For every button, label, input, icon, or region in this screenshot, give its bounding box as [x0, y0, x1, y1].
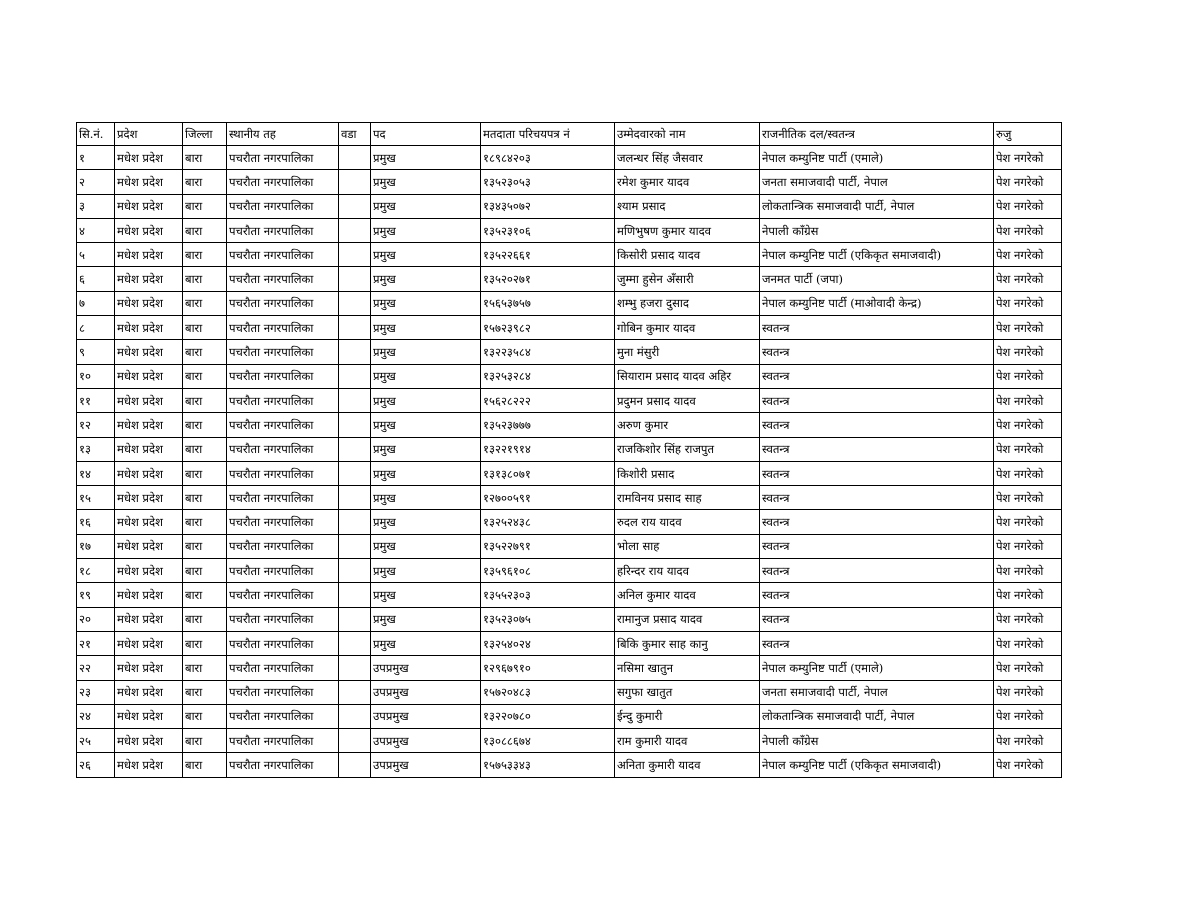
table-row	[77, 437, 1062, 461]
cell-party: स्वतन्त्र	[760, 388, 994, 412]
cell-sn: १३	[77, 437, 115, 461]
cell-post: उपप्रमुख	[371, 753, 481, 777]
cell-candidate: नसिमा खातुन	[615, 656, 760, 680]
table-row	[77, 656, 1062, 680]
cell-ward	[339, 607, 371, 631]
cell-party: स्वतन्त्र	[760, 316, 994, 340]
cell-status: पेश नगरेको	[994, 340, 1062, 364]
cell-local-level: पचरौता नगरपालिका	[227, 243, 339, 267]
cell-sn: ९	[77, 340, 115, 364]
cell-candidate: जलन्धर सिंह जैसवार	[615, 146, 760, 170]
cell-local-level: पचरौता नगरपालिका	[227, 146, 339, 170]
cell-candidate: राजकिशोर सिंह राजपुत	[615, 437, 760, 461]
cell-candidate: अनिता कुमारी यादव	[615, 753, 760, 777]
table-header-row	[77, 123, 1062, 146]
cell-province: मधेश प्रदेश	[115, 583, 183, 607]
table-row	[77, 218, 1062, 242]
cell-status: पेश नगरेको	[994, 486, 1062, 510]
cell-province: मधेश प्रदेश	[115, 534, 183, 558]
cell-post: प्रमुख	[371, 267, 481, 291]
cell-ward	[339, 729, 371, 753]
cell-status: पेश नगरेको	[994, 437, 1062, 461]
cell-voter-id: १३२२३५८४	[481, 340, 615, 364]
cell-province: मधेश प्रदेश	[115, 607, 183, 631]
cell-district: बारा	[183, 388, 227, 412]
cell-post: उपप्रमुख	[371, 656, 481, 680]
cell-party: नेपाल कम्युनिष्ट पार्टी (माओवादी केन्द्र)	[760, 291, 994, 315]
cell-local-level: पचरौता नगरपालिका	[227, 729, 339, 753]
table-row	[77, 534, 1062, 558]
cell-party: जनमत पार्टी (जपा)	[760, 267, 994, 291]
cell-province: मधेश प्रदेश	[115, 486, 183, 510]
cell-candidate: अरुण कुमार	[615, 413, 760, 437]
cell-province: मधेश प्रदेश	[115, 704, 183, 728]
cell-status: पेश नगरेको	[994, 146, 1062, 170]
cell-local-level: पचरौता नगरपालिका	[227, 680, 339, 704]
cell-post: प्रमुख	[371, 510, 481, 534]
cell-post: प्रमुख	[371, 607, 481, 631]
cell-ward	[339, 146, 371, 170]
table-row	[77, 146, 1062, 170]
cell-ward	[339, 680, 371, 704]
cell-post: उपप्रमुख	[371, 729, 481, 753]
cell-sn: १९	[77, 583, 115, 607]
cell-post: प्रमुख	[371, 291, 481, 315]
cell-candidate: अनिल कुमार यादव	[615, 583, 760, 607]
cell-local-level: पचरौता नगरपालिका	[227, 316, 339, 340]
cell-voter-id: १३०८८६७४	[481, 729, 615, 753]
cell-post: प्रमुख	[371, 146, 481, 170]
cell-voter-id: १२७००५९१	[481, 486, 615, 510]
cell-ward	[339, 559, 371, 583]
cell-sn: ३	[77, 194, 115, 218]
cell-sn: १४	[77, 461, 115, 485]
cell-candidate: गोबिन कुमार यादव	[615, 316, 760, 340]
table-row	[77, 413, 1062, 437]
cell-ward	[339, 291, 371, 315]
cell-status: पेश नगरेको	[994, 243, 1062, 267]
cell-sn: १८	[77, 559, 115, 583]
cell-voter-id: १३२२०७८०	[481, 704, 615, 728]
cell-district: बारा	[183, 291, 227, 315]
cell-candidate: किसोरी प्रसाद यादव	[615, 243, 760, 267]
cell-voter-id: १५७२३९८२	[481, 316, 615, 340]
cell-ward	[339, 170, 371, 194]
cell-voter-id: १२९६७९१०	[481, 656, 615, 680]
cell-local-level: पचरौता नगरपालिका	[227, 388, 339, 412]
cell-province: मधेश प्रदेश	[115, 316, 183, 340]
cell-province: मधेश प्रदेश	[115, 437, 183, 461]
cell-district: बारा	[183, 583, 227, 607]
header-local-level: स्थानीय तह	[227, 123, 339, 146]
cell-local-level: पचरौता नगरपालिका	[227, 631, 339, 655]
cell-voter-id: १५७५३३४३	[481, 753, 615, 777]
table-row	[77, 267, 1062, 291]
cell-post: प्रमुख	[371, 631, 481, 655]
cell-ward	[339, 583, 371, 607]
cell-sn: २६	[77, 753, 115, 777]
table-row	[77, 340, 1062, 364]
cell-sn: १५	[77, 486, 115, 510]
cell-party: स्वतन्त्र	[760, 437, 994, 461]
cell-candidate: रमेश कुमार यादव	[615, 170, 760, 194]
cell-sn: ८	[77, 316, 115, 340]
cell-district: बारा	[183, 607, 227, 631]
cell-voter-id: १३५५२३०३	[481, 583, 615, 607]
cell-post: प्रमुख	[371, 388, 481, 412]
cell-sn: १७	[77, 534, 115, 558]
cell-province: मधेश प्रदेश	[115, 170, 183, 194]
cell-local-level: पचरौता नगरपालिका	[227, 340, 339, 364]
table-row	[77, 704, 1062, 728]
cell-voter-id: १३५२०२७१	[481, 267, 615, 291]
cell-post: प्रमुख	[371, 218, 481, 242]
cell-province: मधेश प्रदेश	[115, 267, 183, 291]
cell-sn: २३	[77, 680, 115, 704]
cell-district: बारा	[183, 267, 227, 291]
cell-district: बारा	[183, 656, 227, 680]
cell-status: पेश नगरेको	[994, 729, 1062, 753]
cell-party: नेपाली काँग्रेस	[760, 218, 994, 242]
cell-party: नेपाली काँग्रेस	[760, 729, 994, 753]
cell-sn: १०	[77, 364, 115, 388]
cell-district: बारा	[183, 218, 227, 242]
cell-district: बारा	[183, 510, 227, 534]
cell-candidate: सियाराम प्रसाद यादव अहिर	[615, 364, 760, 388]
cell-candidate: सगुफा खातुत	[615, 680, 760, 704]
cell-province: मधेश प्रदेश	[115, 729, 183, 753]
cell-district: बारा	[183, 194, 227, 218]
cell-candidate: भोला साह	[615, 534, 760, 558]
cell-local-level: पचरौता नगरपालिका	[227, 437, 339, 461]
cell-post: प्रमुख	[371, 194, 481, 218]
cell-candidate: रुदल राय यादव	[615, 510, 760, 534]
header-ward: वडा	[339, 123, 371, 146]
cell-ward	[339, 316, 371, 340]
cell-candidate: बिकि कुमार साह कानु	[615, 631, 760, 655]
cell-province: मधेश प्रदेश	[115, 388, 183, 412]
candidate-table	[76, 122, 1062, 778]
cell-sn: ६	[77, 267, 115, 291]
cell-candidate: श्याम प्रसाद	[615, 194, 760, 218]
header-party: राजनीतिक दल/स्वतन्त्र	[760, 123, 994, 146]
cell-status: पेश नगरेको	[994, 510, 1062, 534]
cell-ward	[339, 194, 371, 218]
cell-candidate: शम्भु हजरा दुसाद	[615, 291, 760, 315]
cell-sn: २०	[77, 607, 115, 631]
header-status: रुजु	[994, 123, 1062, 146]
cell-status: पेश नगरेको	[994, 583, 1062, 607]
cell-party: स्वतन्त्र	[760, 461, 994, 485]
cell-status: पेश नगरेको	[994, 753, 1062, 777]
cell-district: बारा	[183, 437, 227, 461]
cell-party: नेपाल कम्युनिष्ट पार्टी (एमाले)	[760, 656, 994, 680]
cell-voter-id: १३१३८०७१	[481, 461, 615, 485]
cell-ward	[339, 656, 371, 680]
cell-ward	[339, 753, 371, 777]
cell-province: मधेश प्रदेश	[115, 753, 183, 777]
cell-party: जनता समाजवादी पार्टी, नेपाल	[760, 680, 994, 704]
cell-status: पेश नगरेको	[994, 704, 1062, 728]
cell-candidate: ईन्दु कुमारी	[615, 704, 760, 728]
cell-ward	[339, 340, 371, 364]
cell-status: पेश नगरेको	[994, 316, 1062, 340]
cell-district: बारा	[183, 243, 227, 267]
cell-candidate: हरिन्दर राय यादव	[615, 559, 760, 583]
cell-voter-id: १३२५२४३८	[481, 510, 615, 534]
cell-district: बारा	[183, 146, 227, 170]
cell-post: प्रमुख	[371, 316, 481, 340]
cell-local-level: पचरौता नगरपालिका	[227, 704, 339, 728]
cell-post: उपप्रमुख	[371, 704, 481, 728]
table-row	[77, 753, 1062, 777]
cell-status: पेश नगरेको	[994, 656, 1062, 680]
cell-post: प्रमुख	[371, 364, 481, 388]
cell-district: बारा	[183, 316, 227, 340]
cell-voter-id: १३४३५०७२	[481, 194, 615, 218]
cell-district: बारा	[183, 680, 227, 704]
cell-candidate: जुम्मा हुसेन अँसारी	[615, 267, 760, 291]
cell-voter-id: १३५२३७७७	[481, 413, 615, 437]
cell-sn: २१	[77, 631, 115, 655]
cell-sn: ११	[77, 388, 115, 412]
cell-voter-id: १५६२८२२२	[481, 388, 615, 412]
cell-voter-id: १८९८४२०३	[481, 146, 615, 170]
cell-local-level: पचरौता नगरपालिका	[227, 607, 339, 631]
cell-sn: २	[77, 170, 115, 194]
header-province: प्रदेश	[115, 123, 183, 146]
cell-sn: ७	[77, 291, 115, 315]
cell-party: स्वतन्त्र	[760, 583, 994, 607]
cell-province: मधेश प्रदेश	[115, 194, 183, 218]
cell-voter-id: १३२५४०२४	[481, 631, 615, 655]
cell-party: नेपाल कम्युनिष्ट पार्टी (एकिकृत समाजवादी)	[760, 753, 994, 777]
cell-party: स्वतन्त्र	[760, 510, 994, 534]
cell-ward	[339, 510, 371, 534]
cell-status: पेश नगरेको	[994, 291, 1062, 315]
cell-post: प्रमुख	[371, 534, 481, 558]
cell-province: मधेश प्रदेश	[115, 364, 183, 388]
cell-local-level: पचरौता नगरपालिका	[227, 291, 339, 315]
cell-status: पेश नगरेको	[994, 461, 1062, 485]
cell-status: पेश नगरेको	[994, 607, 1062, 631]
table-row	[77, 631, 1062, 655]
cell-voter-id: १३५२२६६१	[481, 243, 615, 267]
cell-local-level: पचरौता नगरपालिका	[227, 461, 339, 485]
cell-district: बारा	[183, 559, 227, 583]
cell-candidate: रामविनय प्रसाद साह	[615, 486, 760, 510]
cell-party: लोकतान्त्रिक समाजवादी पार्टी, नेपाल	[760, 194, 994, 218]
cell-province: मधेश प्रदेश	[115, 631, 183, 655]
cell-status: पेश नगरेको	[994, 194, 1062, 218]
cell-province: मधेश प्रदेश	[115, 291, 183, 315]
cell-post: प्रमुख	[371, 559, 481, 583]
cell-province: मधेश प्रदेश	[115, 559, 183, 583]
cell-local-level: पचरौता नगरपालिका	[227, 413, 339, 437]
cell-district: बारा	[183, 364, 227, 388]
cell-province: मधेश प्रदेश	[115, 510, 183, 534]
cell-post: प्रमुख	[371, 583, 481, 607]
cell-candidate: किशोरी प्रसाद	[615, 461, 760, 485]
cell-sn: १	[77, 146, 115, 170]
cell-ward	[339, 267, 371, 291]
cell-party: नेपाल कम्युनिष्ट पार्टी (एमाले)	[760, 146, 994, 170]
cell-ward	[339, 388, 371, 412]
cell-sn: २२	[77, 656, 115, 680]
cell-district: बारा	[183, 631, 227, 655]
cell-party: स्वतन्त्र	[760, 486, 994, 510]
cell-sn: ४	[77, 218, 115, 242]
cell-party: स्वतन्त्र	[760, 559, 994, 583]
table-row	[77, 316, 1062, 340]
cell-candidate: प्रदुमन प्रसाद यादव	[615, 388, 760, 412]
cell-voter-id: १३५२३१०६	[481, 218, 615, 242]
cell-voter-id: १३५२३०५३	[481, 170, 615, 194]
cell-province: मधेश प्रदेश	[115, 218, 183, 242]
cell-party: जनता समाजवादी पार्टी, नेपाल	[760, 170, 994, 194]
cell-sn: ५	[77, 243, 115, 267]
cell-party: स्वतन्त्र	[760, 631, 994, 655]
cell-ward	[339, 243, 371, 267]
cell-status: पेश नगरेको	[994, 559, 1062, 583]
cell-post: प्रमुख	[371, 437, 481, 461]
header-voter-id: मतदाता परिचयपत्र नं	[481, 123, 615, 146]
cell-candidate: राम कुमारी यादव	[615, 729, 760, 753]
cell-post: प्रमुख	[371, 413, 481, 437]
cell-party: नेपाल कम्युनिष्ट पार्टी (एकिकृत समाजवादी)	[760, 243, 994, 267]
cell-province: मधेश प्रदेश	[115, 656, 183, 680]
cell-post: उपप्रमुख	[371, 680, 481, 704]
cell-ward	[339, 413, 371, 437]
cell-ward	[339, 534, 371, 558]
cell-local-level: पचरौता नगरपालिका	[227, 534, 339, 558]
cell-status: पेश नगरेको	[994, 218, 1062, 242]
table-row	[77, 461, 1062, 485]
cell-ward	[339, 364, 371, 388]
cell-province: मधेश प्रदेश	[115, 340, 183, 364]
cell-party: स्वतन्त्र	[760, 607, 994, 631]
table-body	[77, 146, 1062, 778]
cell-local-level: पचरौता नगरपालिका	[227, 656, 339, 680]
cell-local-level: पचरौता नगरपालिका	[227, 510, 339, 534]
cell-voter-id: १५७२०४८३	[481, 680, 615, 704]
cell-sn: १६	[77, 510, 115, 534]
cell-post: प्रमुख	[371, 486, 481, 510]
cell-district: बारा	[183, 753, 227, 777]
cell-post: प्रमुख	[371, 461, 481, 485]
table-row	[77, 583, 1062, 607]
cell-voter-id: १३२२१९१४	[481, 437, 615, 461]
cell-district: बारा	[183, 413, 227, 437]
cell-status: पेश नगरेको	[994, 388, 1062, 412]
cell-voter-id: १३२५३२८४	[481, 364, 615, 388]
table-row	[77, 559, 1062, 583]
cell-local-level: पचरौता नगरपालिका	[227, 194, 339, 218]
header-post: पद	[371, 123, 481, 146]
cell-party: लोकतान्त्रिक समाजवादी पार्टी, नेपाल	[760, 704, 994, 728]
cell-status: पेश नगरेको	[994, 680, 1062, 704]
table-row	[77, 194, 1062, 218]
cell-district: बारा	[183, 704, 227, 728]
cell-status: पेश नगरेको	[994, 413, 1062, 437]
cell-party: स्वतन्त्र	[760, 364, 994, 388]
cell-local-level: पचरौता नगरपालिका	[227, 559, 339, 583]
table-row	[77, 170, 1062, 194]
cell-local-level: पचरौता नगरपालिका	[227, 218, 339, 242]
cell-candidate: मुना मंसुरी	[615, 340, 760, 364]
table-row	[77, 607, 1062, 631]
cell-province: मधेश प्रदेश	[115, 413, 183, 437]
cell-district: बारा	[183, 534, 227, 558]
cell-post: प्रमुख	[371, 340, 481, 364]
cell-ward	[339, 437, 371, 461]
cell-province: मधेश प्रदेश	[115, 680, 183, 704]
cell-party: स्वतन्त्र	[760, 413, 994, 437]
cell-province: मधेश प्रदेश	[115, 461, 183, 485]
cell-local-level: पचरौता नगरपालिका	[227, 753, 339, 777]
table-row	[77, 729, 1062, 753]
cell-status: पेश नगरेको	[994, 364, 1062, 388]
cell-local-level: पचरौता नगरपालिका	[227, 486, 339, 510]
cell-ward	[339, 218, 371, 242]
cell-province: मधेश प्रदेश	[115, 243, 183, 267]
cell-voter-id: १३५२२७९१	[481, 534, 615, 558]
cell-ward	[339, 461, 371, 485]
cell-post: प्रमुख	[371, 243, 481, 267]
cell-district: बारा	[183, 486, 227, 510]
header-sn: सि.नं.	[77, 123, 115, 146]
cell-district: बारा	[183, 729, 227, 753]
cell-district: बारा	[183, 170, 227, 194]
cell-sn: १२	[77, 413, 115, 437]
cell-status: पेश नगरेको	[994, 267, 1062, 291]
header-candidate: उम्मेदवारको नाम	[615, 123, 760, 146]
cell-ward	[339, 704, 371, 728]
table-row	[77, 388, 1062, 412]
cell-voter-id: १५६५३७५७	[481, 291, 615, 315]
cell-post: प्रमुख	[371, 170, 481, 194]
cell-status: पेश नगरेको	[994, 631, 1062, 655]
cell-sn: २४	[77, 704, 115, 728]
cell-district: बारा	[183, 461, 227, 485]
table-row	[77, 291, 1062, 315]
cell-local-level: पचरौता नगरपालिका	[227, 583, 339, 607]
cell-local-level: पचरौता नगरपालिका	[227, 267, 339, 291]
cell-party: स्वतन्त्र	[760, 340, 994, 364]
cell-status: पेश नगरेको	[994, 534, 1062, 558]
cell-status: पेश नगरेको	[994, 170, 1062, 194]
cell-district: बारा	[183, 340, 227, 364]
cell-ward	[339, 486, 371, 510]
cell-ward	[339, 631, 371, 655]
cell-candidate: मणिभुषण कुमार यादव	[615, 218, 760, 242]
cell-voter-id: १३५९६१०८	[481, 559, 615, 583]
table-row	[77, 486, 1062, 510]
cell-local-level: पचरौता नगरपालिका	[227, 364, 339, 388]
cell-party: स्वतन्त्र	[760, 534, 994, 558]
cell-candidate: रामानुज प्रसाद यादव	[615, 607, 760, 631]
table-row	[77, 510, 1062, 534]
cell-local-level: पचरौता नगरपालिका	[227, 170, 339, 194]
cell-province: मधेश प्रदेश	[115, 146, 183, 170]
cell-sn: २५	[77, 729, 115, 753]
cell-voter-id: १३५२३०७५	[481, 607, 615, 631]
table-row	[77, 364, 1062, 388]
table-row	[77, 243, 1062, 267]
table-row	[77, 680, 1062, 704]
header-district: जिल्ला	[183, 123, 227, 146]
